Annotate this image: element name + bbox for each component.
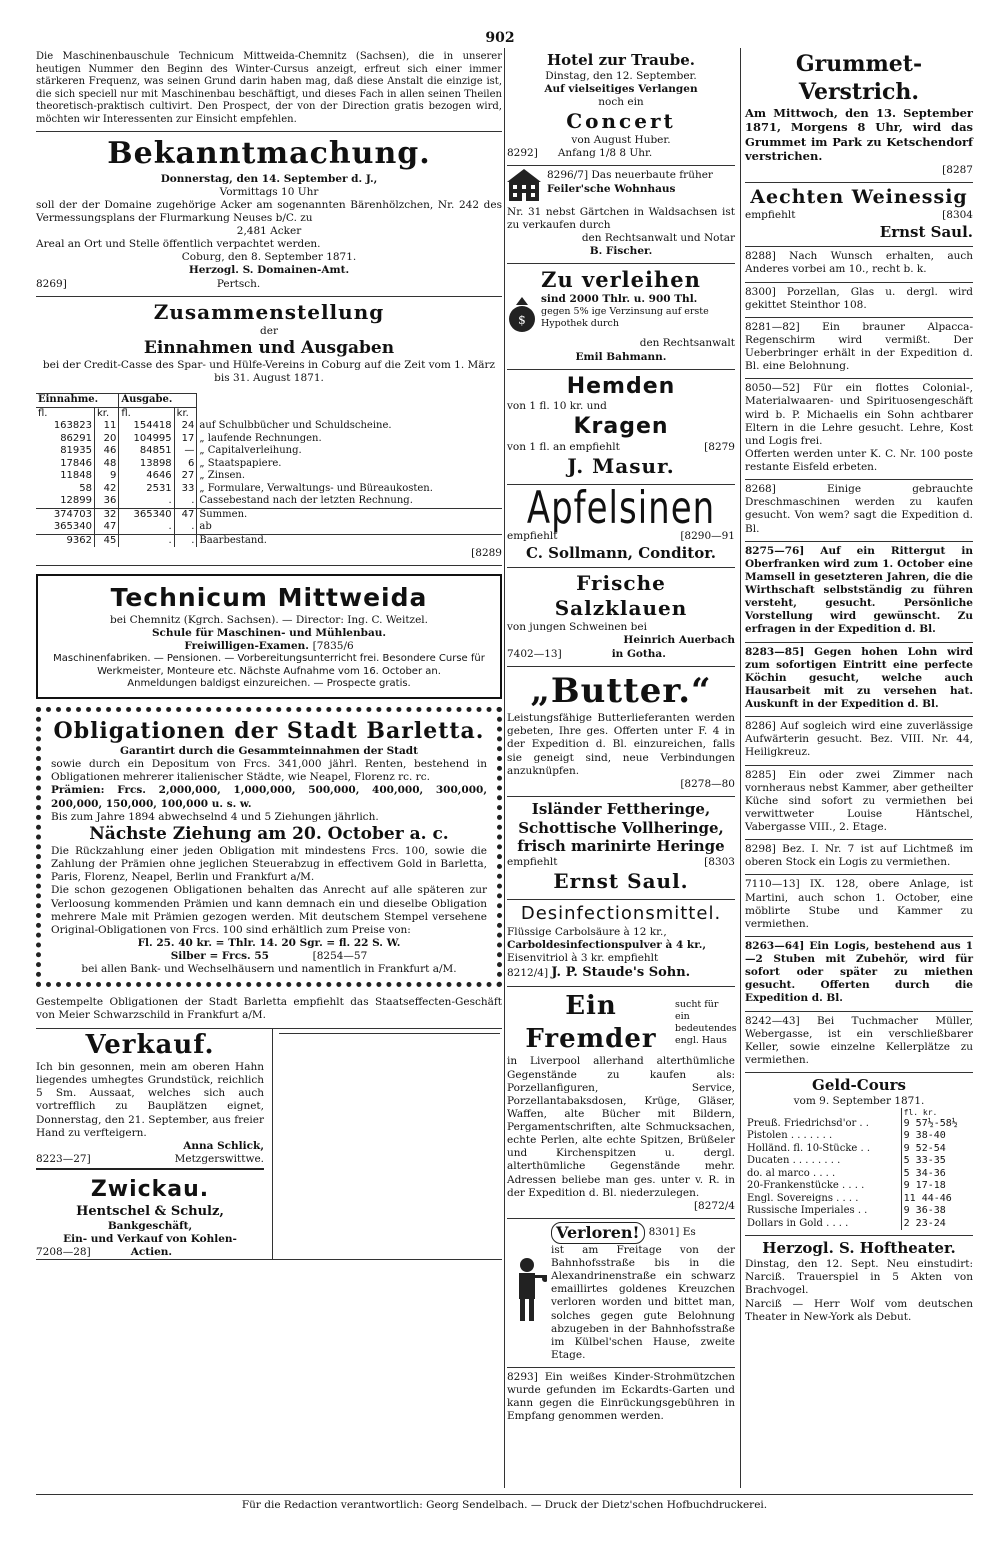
th-ausgabe: Ausgabe.	[119, 394, 197, 408]
classified-ad: 8300] Porzellan, Glas u. dergl. wird gekittet Steinthor 108.	[745, 283, 973, 318]
barletta-line: Prämien: Frcs. 2,000,000, 1,000,000, 500,000, 400,000, 300,000, 200,000, 150,000, 100,000 u. s. w.	[51, 784, 487, 810]
technicum-title: Technicum Mittweida	[110, 583, 428, 613]
ad-reference: [8278—80	[680, 777, 735, 790]
finance-cell: 32	[95, 508, 119, 521]
column-right	[745, 48, 973, 1324]
finance-cell: 86291	[36, 433, 95, 446]
bekanntmachung-signature2: Pertsch.	[216, 277, 261, 290]
wohnhaus-line: Nr. 31 nebst Gärtchen in Waldsachsen ist zu verkaufen durch	[507, 205, 735, 231]
finance-row	[36, 445, 502, 458]
butter-ad	[507, 667, 735, 797]
classified-ad: 8263—64] Ein Logis, bestehend aus 1—2 Stuben mit Zubehör, wird für sofort oder später zu miethen gesucht. Offerten durch die Expedition d. Bl.	[745, 937, 973, 1012]
rate-value: 9 38-40	[901, 1130, 973, 1143]
bekanntmachung-time: Vormittags 10 Uhr	[219, 185, 319, 198]
salzklauen-ad	[507, 568, 735, 666]
rate-name: Ducaten . . . . . . . .	[747, 1155, 841, 1167]
finance-row	[36, 483, 502, 496]
butter-body: Leistungsfähige Butterlieferanten werden gebeten, Ihre ges. Offerten unter F. 4 in der Expedition d. Bl. einzureichen, falls sie geneigt sind, neue Verbindungen anzuknüpfen.	[507, 712, 735, 777]
finance-cell: 163823	[36, 420, 95, 433]
finance-cell: 365340	[119, 508, 174, 521]
apfelsinen-signature: C. Sollmann, Conditor.	[526, 543, 716, 562]
salzklauen-title: Frische Salzklauen	[554, 571, 688, 621]
ad-reference: [8303	[704, 856, 735, 869]
rate-row	[745, 1168, 973, 1181]
hotel-concert: Concert	[566, 109, 676, 134]
wohnhaus-line: Das neuerbaute früher	[591, 169, 713, 182]
theater-ad	[745, 1236, 973, 1323]
finance-row	[36, 534, 502, 547]
ad-reference: [8279	[704, 440, 735, 453]
finance-cell: 42	[95, 483, 119, 496]
technicum-line: Anmeldungen baldigst einzureichen. — Prospecte gratis.	[127, 678, 411, 689]
geld-title: Geld-Cours	[812, 1076, 906, 1094]
ad-reference: 8293]	[507, 1371, 538, 1383]
hotel-ad	[507, 48, 735, 166]
finance-cell: .	[119, 521, 174, 534]
finance-cell: 11848	[36, 470, 95, 483]
divider	[36, 1168, 264, 1174]
apfelsinen-ad	[507, 482, 735, 568]
kinder-body: Ein weißes Kinder-Strohmützchen wurde gefunden im Eckardts-Garten und kann gegen die Einrückungsgebühren in Empfang genommen werden.	[507, 1371, 735, 1423]
hemden-title: Hemden	[566, 373, 676, 399]
rate-name: 20-Frankenstücke . . . .	[747, 1180, 865, 1192]
grummet-body: Am Mittwoch, den 13. September 1871, Morgens 8 Uhr, wird das Grummet im Park zu Ketschendorf verstrichen.	[745, 106, 973, 164]
finance-row	[36, 458, 502, 471]
zusammenstellung-subtitle: Einnahmen und Ausgaben	[143, 337, 395, 358]
rate-value: 11 44-46	[901, 1193, 973, 1206]
classified-ad-body: 8050—52] Für ein flottes Colonial-, Materialwaaren- und Spirituosengeschäft wird b. P. Michaelis ein Sohn achtbarer Eltern in die Lehre gesucht. Lehre, Kost und Logis frei.	[745, 382, 973, 447]
hemden-line: von 1 fl. 10 kr. und	[507, 400, 607, 413]
ad-reference: 8212/4]	[507, 967, 549, 980]
ad-reference: 8223—27]	[36, 1152, 91, 1165]
wohnhaus-ad	[507, 166, 735, 264]
verleihen-ad	[507, 264, 735, 370]
finance-cell: auf Schulbbücher und Schuldscheine.	[199, 420, 392, 432]
bekanntmachung-body2: Areal an Ort und Stelle öffentlich verpachtet werden.	[36, 238, 321, 251]
zusammenstellung-title: Zusammenstellung	[153, 299, 385, 324]
rate-row	[745, 1193, 973, 1206]
verleihen-line: den Rechtsanwalt	[639, 337, 735, 350]
finance-cell: 4646	[119, 470, 174, 483]
finance-cell: 47	[174, 508, 197, 521]
fremder-ad	[507, 987, 735, 1219]
desinfection-line: Eisenvitriol à 3 kr. empfiehlt	[507, 952, 659, 964]
technicum-line: Maschinenfabriken. — Pensionen. — Vorbereitungsunterricht frei. Besondere Curse für Werkmeister, Monteure etc. Nächste Aufnahme vom 16. October an.	[53, 653, 485, 677]
finance-cell: Summen.	[199, 508, 248, 520]
finance-cell: 84851	[119, 445, 174, 458]
desinfection-signature: J. P. Staude's Sohn.	[551, 965, 691, 981]
ad-reference: [8289	[471, 547, 502, 560]
finance-cell: „ Formulare, Verwaltungs- und Büreaukosten.	[199, 482, 433, 494]
zwickau-title: Zwickau.	[90, 1177, 210, 1202]
verkauf-signature2: Metzgerswittwe.	[174, 1152, 264, 1165]
hotel-start: Anfang 1/8 8 Uhr.	[557, 147, 653, 160]
weinessig-title: Aechten Weinessig	[750, 185, 968, 208]
masur-signature: J. Masur.	[567, 453, 675, 478]
apfelsinen-title: Apfelsinen	[526, 482, 716, 535]
barletta-line: Die Rückzahlung einer jeden Obligation mit mindestens Frcs. 100, sowie die Zahlung der Prämien ohne jeglichen Steuerabzug in effectivem Gold in Barletta, Paris, Florenz, Neapel, Berlin und Frankfurt a/M.	[51, 845, 487, 884]
rate-value: 9 57½-58½	[901, 1118, 973, 1131]
rate-name: do. al marco . . . .	[747, 1167, 836, 1179]
heringe-signature: Ernst Saul.	[553, 869, 689, 894]
heringe-line: Isländer Fettheringe,	[531, 799, 711, 818]
classified-ad: 8288] Nach Wunsch erhalten, auch Anderes vorbei am 10., recht b. k.	[745, 247, 973, 282]
verleihen-signature: Emil Bahmann.	[575, 350, 667, 363]
th-fl: fl.	[36, 407, 95, 420]
column-rule	[740, 48, 741, 1488]
salzklauen-line: von jungen Schweinen bei	[507, 621, 647, 634]
barletta-next-draw: Nächste Ziehung am 20. October a. c.	[89, 823, 449, 844]
weinessig-signature: Ernst Saul.	[879, 222, 973, 241]
finance-cell: 81935	[36, 445, 95, 458]
desinfection-title: Desinfectionsmittel.	[520, 903, 722, 925]
finance-cell: ab	[199, 521, 212, 533]
ad-reference: [8254—57	[312, 950, 368, 962]
finance-cell: 154418	[119, 420, 174, 433]
technicum-ad	[36, 574, 502, 698]
geld-cours	[745, 1073, 973, 1236]
verkauf-ad	[36, 1029, 264, 1260]
weinessig-line: empfiehlt	[745, 209, 796, 222]
zwickau-line: Ein- und Verkauf von Kohlen-	[63, 1232, 237, 1245]
hotel-title: Hotel zur Traube.	[547, 51, 695, 69]
barletta-price: Silber = Frcs. 55	[170, 950, 269, 962]
verkauf-signature: Anna Schlick,	[183, 1139, 264, 1152]
finance-cell: 365340	[36, 521, 95, 534]
page-number: 902	[485, 30, 515, 46]
heringe-line: Schottische Vollheringe,	[518, 818, 724, 837]
rate-value: 5 33-35	[901, 1155, 973, 1168]
finance-row	[36, 508, 502, 521]
ad-reference: 8269]	[36, 277, 67, 290]
wohnhaus-signature: B. Fischer.	[589, 244, 653, 257]
finance-row	[36, 470, 502, 483]
finance-cell: „ Capitalverleihung.	[199, 445, 302, 457]
th-fl: fl.	[119, 407, 174, 420]
finance-cell: 45	[95, 534, 119, 547]
classified-ad: 7110—13] IX. 128, obere Anlage, ist Martini, auch schon 1. October, eine möblirte Stube und Kammer zu vermiethen.	[745, 875, 973, 937]
classified-ad: 8283—85] Gegen hohen Lohn wird zum sofortigen Eintritt eine perfecte Köchin gesucht, welche auch Hausarbeit mit zu versehen hat. Auskunft in der Expedition d. Bl.	[745, 643, 973, 718]
ad-reference: [8272/4	[693, 1199, 735, 1212]
salzklauen-place: in Gotha.	[611, 647, 666, 660]
verloren-ad	[507, 1219, 735, 1368]
finance-cell: 46	[95, 445, 119, 458]
finance-cell: 17846	[36, 458, 95, 471]
finance-cell: 24	[174, 420, 197, 433]
classified-ad: 8242—43] Bei Tuchmacher Müller, Webergasse, ist ein verschließbarer Keller, sowie einzelne Kellerplätze zu vermiethen.	[745, 1012, 973, 1074]
finance-cell: 9362	[36, 534, 95, 547]
classified-ad: 8275—76] Auf ein Rittergut in Oberfranken wird zum 1. October eine Mamsell in gesetzteren Jahren, die die Wirthschaft selbstständig zu führen versteht, gesucht. Persönliche Vorstellung wird gewünscht. Zu erfragen in der Expedition d. Bl.	[745, 542, 973, 643]
th-einnahme: Einnahme.	[36, 394, 119, 408]
heringe-line: empfiehlt	[507, 856, 558, 869]
ad-reference: [8304	[942, 209, 973, 222]
finance-cell: 20	[95, 433, 119, 446]
zwickau-line: Hentschel & Schulz,	[76, 1203, 224, 1219]
heringe-ad	[507, 797, 735, 900]
classified-ad: 8285] Ein oder zwei Zimmer nach vornheraus nebst Kammer, aber getheilter Küche sind sofort zu vermiethen bei verwittweter Louise Häntschel, Vabergasse VIII., 2. Etage.	[745, 766, 973, 841]
finance-cell: 6	[174, 458, 197, 471]
barletta-ad	[36, 707, 502, 988]
rates-header: kr.	[922, 1107, 938, 1117]
page-footer: Für die Redaction verantwortlich: Georg Sendelbach. — Druck der Dietz'schen Hofbuchdruckerei.	[36, 1494, 973, 1512]
ad-reference: 8292]	[507, 147, 538, 160]
rate-value: 5 34-36	[901, 1168, 973, 1181]
rate-name: Holländ. fl. 10-Stücke . .	[747, 1142, 871, 1154]
salzklauen-signature: Heinrich Auerbach	[623, 634, 735, 647]
classified-ad: 8281—82] Ein brauner Alpacca-Regenschirm wird vermißt. Der Ueberbringer erhält in der Expedition d. Bl. eine Belohnung.	[745, 318, 973, 380]
hemden-line: von 1 fl. an empfiehlt	[507, 440, 620, 453]
zusammenstellung-desc: bei der Credit-Casse des Spar- und Hülfe-Vereins in Coburg auf die Zeit vom 1. März bis 31. August 1871.	[42, 359, 496, 385]
finance-cell: 36	[95, 495, 119, 508]
apfelsinen-line: empfiehlt	[507, 530, 558, 543]
zusammenstellung-der: der	[260, 324, 278, 337]
butter-title: „Butter.“	[530, 670, 712, 711]
barletta-line: Die schon gezogenen Obligationen behalten das Anrecht auf alle späteren zur Verloosung kommenden Prämien und kann demnach ein und dieselbe Obligation mehrere Male mit Prämien gezogen werden. Mit deutschem Stempel versehene Original-Obligationen von Frcs. 100 sind erhältlich zum Preise von:	[51, 884, 487, 936]
theater-body: Dinstag, den 12. Sept. Neu einstudirt: Narciß. Trauerspiel in 5 Akten von Brachvogel.	[745, 1258, 973, 1297]
finance-cell: 9	[95, 470, 119, 483]
rate-row	[745, 1118, 973, 1131]
verleihen-title: Zu verleihen	[541, 267, 701, 292]
verleihen-line: gegen 5% ige Verzinsung auf erste Hypothek durch	[541, 306, 709, 330]
rate-row	[745, 1155, 973, 1168]
fremder-body: in Liverpool allerhand alterthümliche Gegenstände zu kaufen als: Porzellanfiguren, Service, Porzellantabaksdosen, Krüge, Gläser, Waffen, alte Bücher mit Bildern, Pergamentschriften, alte Schmucksachen, echte Perlen, alte echte Spitzen, Brüßeler und Kirchenspitzen u. dergl. alterthümliche Gegenstände mehr. Adressen beliebe man ges. unter v. R. in der Expedition d. Bl. niederzulegen.	[507, 1055, 735, 1199]
rate-name: Engl. Sovereigns . . . .	[747, 1192, 859, 1204]
finance-cell: 33	[174, 483, 197, 496]
ad-reference: [7835/6	[312, 639, 354, 652]
hotel-line: Auf vielseitiges Verlangen	[544, 82, 698, 95]
rate-row	[745, 1205, 973, 1218]
fremder-title: Ein Fremder	[525, 991, 657, 1054]
rate-row	[745, 1180, 973, 1193]
th-kr: kr.	[174, 407, 197, 420]
ad-reference: [8287	[942, 163, 973, 176]
grummet-ad	[745, 48, 973, 183]
svg-text:$: $	[518, 313, 526, 328]
rate-name: Pistolen . . . . . . .	[747, 1130, 833, 1142]
ad-reference: 8301] Es	[648, 1226, 696, 1239]
finance-cell: 13898	[119, 458, 174, 471]
theater-body: Narciß — Herr Wolf vom deutschen Theater in New-York als Debut.	[745, 1297, 973, 1323]
rates-header: fl.	[903, 1107, 919, 1117]
finance-cell: .	[119, 495, 174, 508]
barletta-line: Bis zum Jahre 1894 abwechselnd 4 und 5 Ziehungen jährlich.	[51, 810, 379, 823]
finance-cell: 374703	[36, 508, 95, 521]
hotel-line: von August Huber.	[571, 134, 671, 147]
finance-cell: .	[174, 495, 197, 508]
barletta-line: Garantirt durch die Gesammteinnahmen der Stadt	[120, 745, 418, 757]
finance-row	[36, 420, 502, 433]
finance-row	[36, 495, 502, 508]
column-middle	[507, 48, 735, 1424]
finance-table	[36, 393, 502, 547]
finance-cell: 11	[95, 420, 119, 433]
money-bag-icon	[507, 293, 537, 337]
desinfection-line: Carboldesinfectionspulver à 4 kr.,	[507, 938, 707, 951]
bekanntmachung-body: soll der der Domaine zugehörige Acker am sogenannten Bärenhölzchen, Nr. 242 des Vermessungsplans der Flurmarkung Neuses b/C. zu	[36, 198, 502, 224]
theater-title: Herzogl. S. Hoftheater.	[762, 1239, 956, 1258]
classified-ad-body: Offerten werden unter K. C. Nr. 100 poste restante Eisfeld erbeten.	[745, 447, 973, 473]
classified-ad	[745, 379, 973, 480]
hemden-ad	[507, 370, 735, 485]
kinder-ad	[507, 1368, 735, 1424]
technicum-line: bei Chemnitz (Kgrch. Sachsen). — Director: Ing. C. Weitzel.	[109, 613, 428, 626]
finance-cell: .	[174, 521, 197, 534]
finance-cell: 104995	[119, 433, 174, 446]
bekanntmachung-place: Coburg, den 8. September 1871.	[181, 251, 357, 264]
ad-reference: 7402—13]	[507, 647, 562, 660]
barletta-title: Obligationen der Stadt Barletta.	[53, 717, 485, 744]
finance-row	[36, 433, 502, 446]
finance-cell: Baarbestand.	[199, 534, 267, 546]
petroleum-ad	[279, 1029, 500, 1034]
rate-value: 2 23-24	[901, 1218, 973, 1231]
finance-cell: —	[174, 445, 197, 458]
rate-name: Russische Imperiales . .	[747, 1205, 868, 1217]
rates-table	[745, 1108, 973, 1231]
rate-name: Preuß. Friedrichsd'or . .	[747, 1117, 869, 1129]
bekanntmachung-title: Bekanntmachung.	[107, 136, 431, 171]
geld-date: vom 9. September 1871.	[793, 1094, 925, 1107]
barletta-footer: Gestempelte Obligationen der Stadt Barletta empfiehlt das Staatseffecten-Geschäft von Meier Schwarzschild in Frankfurt a/M.	[36, 993, 502, 1028]
barletta-line: sowie durch ein Depositum von Frcs. 341,000 jährl. Renten, bestehend in Obligationen mehrerer italienischer Städte, wie Neapel, Florenz rc. rc.	[51, 758, 487, 784]
house-icon	[507, 169, 541, 205]
verleihen-line: sind 2000 Thlr. u. 900 Thl.	[541, 293, 698, 306]
finance-cell: 12899	[36, 495, 95, 508]
rate-value: 9 36-38	[901, 1205, 973, 1218]
technicum-note: Die Maschinenbauschule Technicum Mittweida-Chemnitz (Sachsen), die in unserer heutigen Nummer den Beginn des Winter-Cursus anzeigt, erfreut sich einer immer stärkeren Frequenz, was seinen Grund darin haben mag, daß diese Anstalt die einzige ist, die sich speciell nur mit Maschinenbau beschäftigt, und dieses Fach in allen seinen Theilen theoretisch-praktisch cultivirt. Den Prospect, der von der Direction gratis bezogen wird, möchten wir Interessenten zur Einsicht empfehlen.	[36, 48, 502, 132]
hotel-date: Dinstag, den 12. September.	[545, 69, 697, 82]
finance-cell: 47	[95, 521, 119, 534]
verloren-body: ist am Freitage von der Bahnhofsstraße bis in die Alexandrinenstraße ein schwarz emaillirtes goldenes Kreuzchen verloren worden und bittet man, solches gegen gute Belohnung abzugeben in der Bahnhofsstraße im Külbel'schen Hause, zweite Etage.	[551, 1243, 735, 1361]
zusammenstellung-ad	[36, 297, 502, 567]
weinessig-ad	[745, 183, 973, 248]
rate-value: 9 17-18	[901, 1180, 973, 1193]
finance-cell: „ Staatspapiere.	[199, 457, 282, 469]
finance-cell: 58	[36, 483, 95, 496]
wohnhaus-line: den Rechtsanwalt und Notar	[581, 231, 735, 244]
kragen-title: Kragen	[573, 414, 669, 440]
finance-cell: 17	[174, 433, 197, 446]
finance-cell: .	[174, 534, 197, 547]
bekanntmachung-date: Donnerstag, den 14. September d. J.,	[160, 172, 378, 185]
barletta-price: Fl. 25. 40 kr. = Thlr. 14. 20 Sgr. = fl. 22 S. W.	[137, 936, 401, 949]
rate-row	[745, 1218, 973, 1231]
zwickau-line: Actien.	[130, 1246, 173, 1258]
bekanntmachung-area: 2,481 Acker	[236, 225, 302, 237]
rate-row	[745, 1143, 973, 1156]
finance-cell: 27	[174, 470, 197, 483]
classified-ad: 8286] Auf sogleich wird eine zuverlässige Aufwärterin gesucht. Bez. VIII. Nr. 44, Heiligkreuz.	[745, 717, 973, 765]
verkauf-body: Ich bin gesonnen, mein am oberen Hahn liegendes umhegtes Grundstück, reichlich 5 Sm. Aussaat, welches sich auch vortrefflich zu Bauplätzen eignet, Donnerstag, den 21. September, aus freier Hand zu verfteigern.	[36, 1061, 264, 1139]
finance-cell: „ Zinsen.	[199, 470, 246, 482]
hotel-line: noch ein	[598, 96, 644, 108]
column-rule	[504, 48, 505, 1488]
zwickau-line: Bankgeschäft,	[107, 1219, 193, 1232]
classified-ad: 8298] Bez. I. Nr. 7 ist auf Lichtmeß im oberen Stock ein Logis zu vermiethen.	[745, 840, 973, 875]
column-left	[36, 48, 502, 1260]
finance-cell: 48	[95, 458, 119, 471]
finance-cell: Cassebestand nach der letzten Rechnung.	[199, 495, 413, 507]
rate-value: 9 52-54	[901, 1143, 973, 1156]
ad-reference: 8296/7]	[547, 169, 589, 182]
desinfection-ad	[507, 900, 735, 987]
classified-ad: 8268] Einige gebrauchte Dreschmaschinen werden zu kaufen gesucht. Von wem? sagt die Expedition d. Bl.	[745, 480, 973, 542]
heringe-line: frisch marinirte Heringe	[517, 837, 725, 856]
technicum-line: Schule für Maschinen- und Mühlenbau.	[151, 626, 387, 639]
bekanntmachung-signature: Herzogl. S. Domainen-Amt.	[188, 264, 350, 277]
town-crier-icon	[507, 1255, 547, 1329]
fremder-side: sucht für ein bedeutendes engl. Haus	[675, 999, 737, 1046]
verloren-title: Verloren!	[551, 1222, 645, 1244]
verkauf-title: Verkauf.	[85, 1029, 215, 1060]
technicum-line: Freiwilligen-Examen.	[184, 639, 309, 652]
wohnhaus-line: Feiler'sche Wohnhaus	[547, 182, 676, 195]
barletta-line: bei allen Bank- und Wechselhäusern und namentlich in Frankfurt a/M.	[81, 963, 457, 976]
bekanntmachung-ad	[36, 132, 502, 297]
ad-reference: [8290—91	[680, 530, 735, 543]
th-kr: kr.	[95, 407, 119, 420]
desinfection-line: Flüssige Carbolsäure à 12 kr.,	[507, 925, 667, 938]
finance-cell: .	[119, 534, 174, 547]
rate-name: Dollars in Gold . . . .	[747, 1217, 849, 1229]
finance-row	[36, 521, 502, 534]
finance-cell: 2531	[119, 483, 174, 496]
grummet-title: Grummet-Verstrich.	[795, 51, 923, 105]
rate-row	[745, 1130, 973, 1143]
ad-reference: 7208—28]	[36, 1246, 91, 1258]
finance-cell: „ laufende Rechnungen.	[199, 432, 322, 444]
